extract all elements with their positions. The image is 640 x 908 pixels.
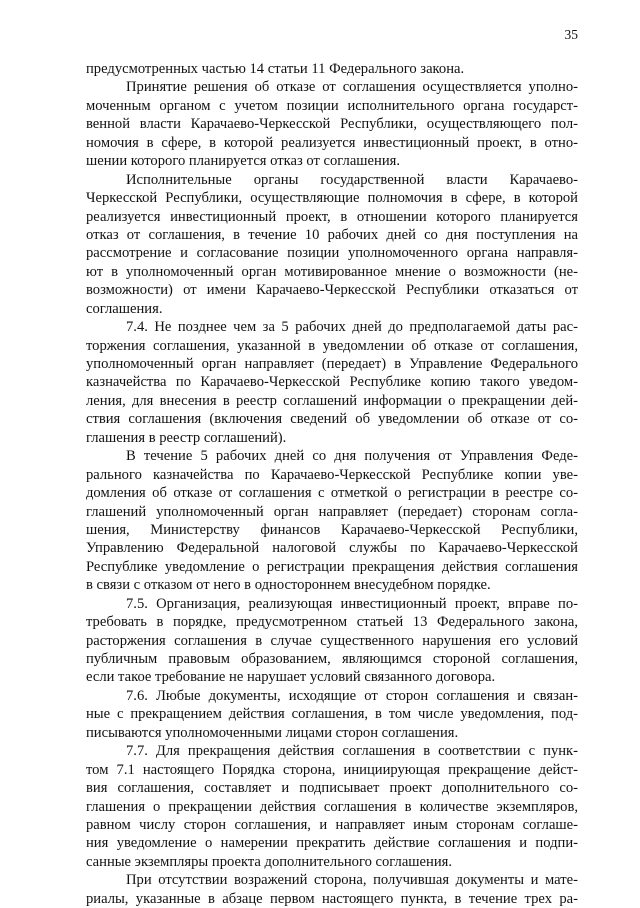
text-line: ные с прекращением действия соглашения, в том числе уведомления, под- xyxy=(86,706,578,723)
text-line: требовать в порядке, предусмотренном статьей 13 Федерального закона, xyxy=(86,614,578,631)
text-line: моченным органом с учетом позиции исполнительного органа государст- xyxy=(86,97,578,114)
text-line: домления об отказе от соглашения с отметкой о регистрации в реестре со- xyxy=(86,485,578,502)
text-line: Исполнительные органы государственной власти Карачаево- xyxy=(126,171,578,188)
text-line: 7.6. Любые документы, исходящие от сторон соглашения и связан- xyxy=(126,687,578,704)
text-line: писываются уполномоченными лицами сторон соглашения. xyxy=(86,724,459,741)
text-line: рального казначейства по Карачаево-Черкесской Республике копии уве- xyxy=(86,466,578,483)
text-line: в связи с отказом от него в одностороннем внесудебном порядке. xyxy=(86,577,491,594)
text-line: расторжения соглашения в случае существенного нарушения его условий xyxy=(86,632,578,649)
text-line: глашения в реестр соглашений). xyxy=(86,429,287,446)
text-line: Республике уведомление о регистрации прекращения действия соглашения xyxy=(86,558,578,575)
text-line: реализуется инвестиционный проект, в отношении которого планируется xyxy=(86,208,578,225)
text-line: санные экземпляры проекта дополнительного соглашения. xyxy=(86,853,452,870)
text-line: том 7.1 настоящего Порядка сторона, инициирующая прекращение дейст- xyxy=(86,761,578,778)
text-line: если такое требование не нарушает условий связанного договора. xyxy=(86,669,496,686)
text-line: 7.5. Организация, реализующая инвестиционный проект, вправе по- xyxy=(126,595,578,612)
text-line: При отсутствии возражений сторона, получившая документы и мате- xyxy=(126,872,578,889)
text-line: казначейства по Карачаево-Черкесской Республике копию такого уведом- xyxy=(86,374,578,391)
text-line: ствия соглашения (включения сведений об уведомлении об отказе от со- xyxy=(86,411,578,428)
text-line: публичным правовым образованием, являющимся стороной соглашения, xyxy=(86,651,578,667)
text-line: уполномоченный орган направляет (передает) в Управление Федерального xyxy=(86,356,578,372)
text-line: ния уведомление о намерении прекратить действие соглашения и подпи- xyxy=(86,835,578,852)
text-line: номочия в сфере, в которой реализуется инвестиционный проект, в отно- xyxy=(86,134,578,151)
text-line: вия соглашения, составляет и подписывает проект дополнительного со- xyxy=(86,780,578,797)
text-line: шении которого планируется отказ от соглашения. xyxy=(86,153,401,170)
document-body xyxy=(86,60,578,908)
text-line: риалы, указанные в абзаце первом настоящего пункта, в течение трех ра- xyxy=(86,890,578,907)
text-line: рассмотрение и согласование позиции уполномоченного органа направля- xyxy=(86,245,578,262)
text-line: глашений уполномоченный орган направляет (передает) сторонам согла- xyxy=(86,503,578,520)
text-line: соглашения. xyxy=(86,300,163,317)
text-line: глашения о прекращении действия соглашения в количестве экземпляров, xyxy=(86,798,578,815)
text-line: возможности) от имени Карачаево-Черкесской Республики отказаться от xyxy=(86,282,578,299)
text-line: Принятие решения об отказе от соглашения осуществляется уполно- xyxy=(126,79,578,96)
text-line: Черкесской Республики, осуществляющие полномочия в сфере, в которой xyxy=(86,190,578,207)
text-line: Управлению Федеральной налоговой службы по Карачаево-Черкесской xyxy=(86,540,578,557)
text-line: ют в уполномоченный орган мотивированное мнение о возможности (не- xyxy=(86,263,578,280)
text-line: предусмотренных частью 14 статьи 11 Федерального закона. xyxy=(86,61,465,77)
text-line: В течение 5 рабочих дней со дня получения от Управления Феде- xyxy=(126,448,578,465)
text-line: отказ от соглашения, в течение 10 рабочих дней со дня поступления на xyxy=(86,226,578,243)
text-line: равном числу сторон соглашения, и направляет иным сторонам соглаше- xyxy=(86,816,578,833)
text-line: 7.4. Не позднее чем за 5 рабочих дней до предполагаемой даты рас- xyxy=(126,319,578,336)
text-line: 7.7. Для прекращения действия соглашения в соответствии с пунк- xyxy=(126,743,578,760)
text-line: шения, Министерству финансов Карачаево-Черкесской Республики, xyxy=(86,521,578,538)
text-line: венной власти Карачаево-Черкесской Республики, осуществляющего пол- xyxy=(86,116,578,133)
page-number: 35 xyxy=(564,27,578,42)
text-line: торжения соглашения, указанной в уведомлении об отказе от соглашения, xyxy=(86,337,578,354)
text-line: ления, для внесения в реестр соглашений информации о прекращении дей- xyxy=(86,392,578,409)
